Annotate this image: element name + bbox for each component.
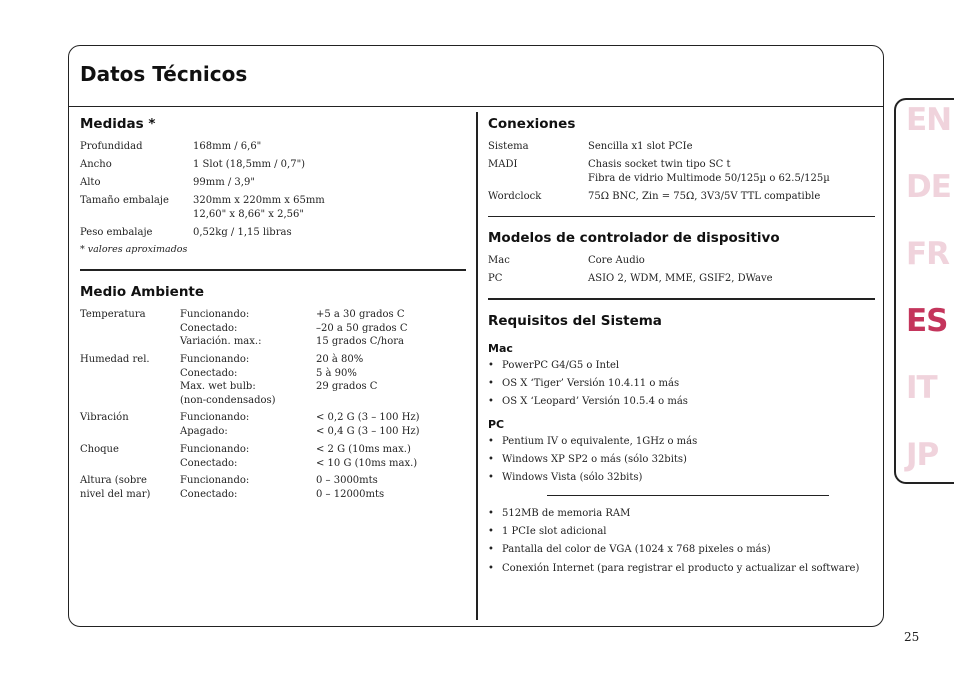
list-item: • OS X ‘Tiger’ Versión 10.4.11 o más	[488, 377, 679, 390]
lang-tab-jp[interactable]: JP	[906, 437, 939, 473]
section-divider	[488, 298, 875, 300]
spec-value: 99mm / 3,9"	[193, 177, 255, 188]
env-condition: Max. wet bulb:	[180, 381, 256, 392]
list-item: • OS X ‘Leopard’ Versión 10.5.4 o más	[488, 395, 688, 408]
section-divider	[488, 216, 875, 217]
medidas-title: Medidas *	[80, 116, 156, 132]
conexiones-title: Conexiones	[488, 116, 576, 132]
env-condition: Conectado:	[180, 488, 238, 500]
env-label: Altura (sobre	[80, 475, 147, 486]
env-value: –20 a 50 grados C	[316, 322, 408, 334]
list-item: • Windows Vista (sólo 32bits)	[488, 471, 642, 484]
spec-label: Tamaño embalaje	[80, 195, 169, 206]
requisitos-title: Requisitos del Sistema	[488, 313, 662, 329]
spec-label: Profundidad	[80, 141, 143, 152]
list-item: • 1 PCIe slot adicional	[488, 525, 607, 538]
spec-value: 12,60" x 8,66" x 2,56"	[193, 209, 304, 220]
env-value: 29 grados C	[316, 381, 378, 392]
list-item: • PowerPC G4/G5 o Intel	[488, 359, 619, 372]
page-number: 25	[904, 630, 920, 644]
env-value: 15 grados C/hora	[316, 336, 405, 347]
env-condition: (non-condensados)	[180, 394, 276, 406]
spec-value: 1 Slot (18,5mm / 0,7")	[193, 159, 306, 170]
spec-label: Sistema	[488, 141, 529, 152]
lang-tab-en[interactable]: EN	[906, 102, 952, 138]
spec-label: PC	[488, 273, 503, 284]
lang-tab-es[interactable]: ES	[906, 303, 948, 339]
env-label: Humedad rel.	[80, 354, 150, 365]
env-value: 0 – 12000mts	[316, 488, 385, 500]
column-divider	[476, 112, 478, 620]
env-value: < 2 G (10ms max.)	[316, 444, 411, 455]
medio-ambiente-title: Medio Ambiente	[80, 284, 205, 300]
spec-value: 168mm / 6,6"	[193, 141, 262, 152]
lang-tab-de[interactable]: DE	[906, 169, 951, 205]
lang-tab-fr[interactable]: FR	[906, 236, 950, 272]
spec-value: ASIO 2, WDM, MME, GSIF2, DWave	[588, 273, 773, 284]
spec-value: Fibra de vidrio Multimode 50/125µ o 62.5/125µ	[588, 173, 830, 184]
env-condition: Conectado:	[180, 367, 238, 379]
spec-label: Ancho	[80, 159, 112, 170]
env-condition: Variación. max.:	[180, 336, 262, 347]
spec-label: Mac	[488, 255, 510, 266]
list-item: • Pantalla del color de VGA (1024 x 768 pixeles o más)	[488, 543, 771, 556]
env-condition: Funcionando:	[180, 412, 250, 423]
env-label: Choque	[80, 444, 119, 455]
spec-label: Peso embalaje	[80, 227, 153, 238]
list-item: • Pentium IV o equivalente, 1GHz o más	[488, 435, 697, 448]
spec-value: Core Audio	[588, 255, 645, 266]
spec-label: Wordclock	[488, 191, 542, 202]
list-item: • Windows XP SP2 o más (sólo 32bits)	[488, 453, 687, 466]
spec-value: Sencilla x1 slot PCIe	[588, 141, 693, 152]
spec-label: MADI	[488, 159, 518, 170]
env-condition: Funcionando:	[180, 475, 250, 486]
controlador-title: Modelos de controlador de dispositivo	[488, 230, 780, 246]
env-condition: Funcionando:	[180, 444, 250, 455]
env-value: < 0,2 G (3 – 100 Hz)	[316, 412, 420, 423]
env-condition: Apagado:	[180, 425, 228, 437]
env-label: nivel del mar)	[80, 488, 151, 500]
env-label: Vibración	[80, 412, 129, 423]
spec-label: Alto	[80, 177, 101, 188]
env-condition: Conectado:	[180, 322, 238, 334]
env-value: +5 a 30 grados C	[316, 309, 405, 320]
pc-subtitle: PC	[488, 418, 505, 431]
approx-note: * valores aproximados	[80, 244, 188, 255]
env-label: Temperatura	[80, 309, 146, 320]
lang-tab-it[interactable]: IT	[906, 370, 937, 406]
section-divider	[80, 269, 466, 271]
page-title: Datos Técnicos	[80, 62, 248, 86]
title-divider	[69, 106, 884, 107]
list-divider	[547, 495, 829, 496]
spec-value: 0,52kg / 1,15 libras	[193, 227, 292, 238]
env-value: < 0,4 G (3 – 100 Hz)	[316, 425, 420, 437]
env-condition: Funcionando:	[180, 354, 250, 365]
env-condition: Funcionando:	[180, 309, 250, 320]
env-condition: Conectado:	[180, 457, 238, 469]
env-value: < 10 G (10ms max.)	[316, 457, 418, 469]
spec-value: 320mm x 220mm x 65mm	[193, 195, 325, 206]
list-item: • Conexión Internet (para registrar el producto y actualizar el software)	[488, 562, 859, 575]
env-value: 5 à 90%	[316, 367, 357, 379]
spec-value: 75Ω BNC, Zin = 75Ω, 3V3/5V TTL compatible	[588, 191, 821, 202]
env-value: 0 – 3000mts	[316, 475, 378, 486]
env-value: 20 à 80%	[316, 354, 364, 365]
mac-subtitle: Mac	[488, 342, 513, 355]
spec-value: Chasis socket twin tipo SC t	[588, 159, 731, 170]
list-item: • 512MB de memoria RAM	[488, 507, 630, 520]
language-tab-panel	[894, 98, 954, 484]
